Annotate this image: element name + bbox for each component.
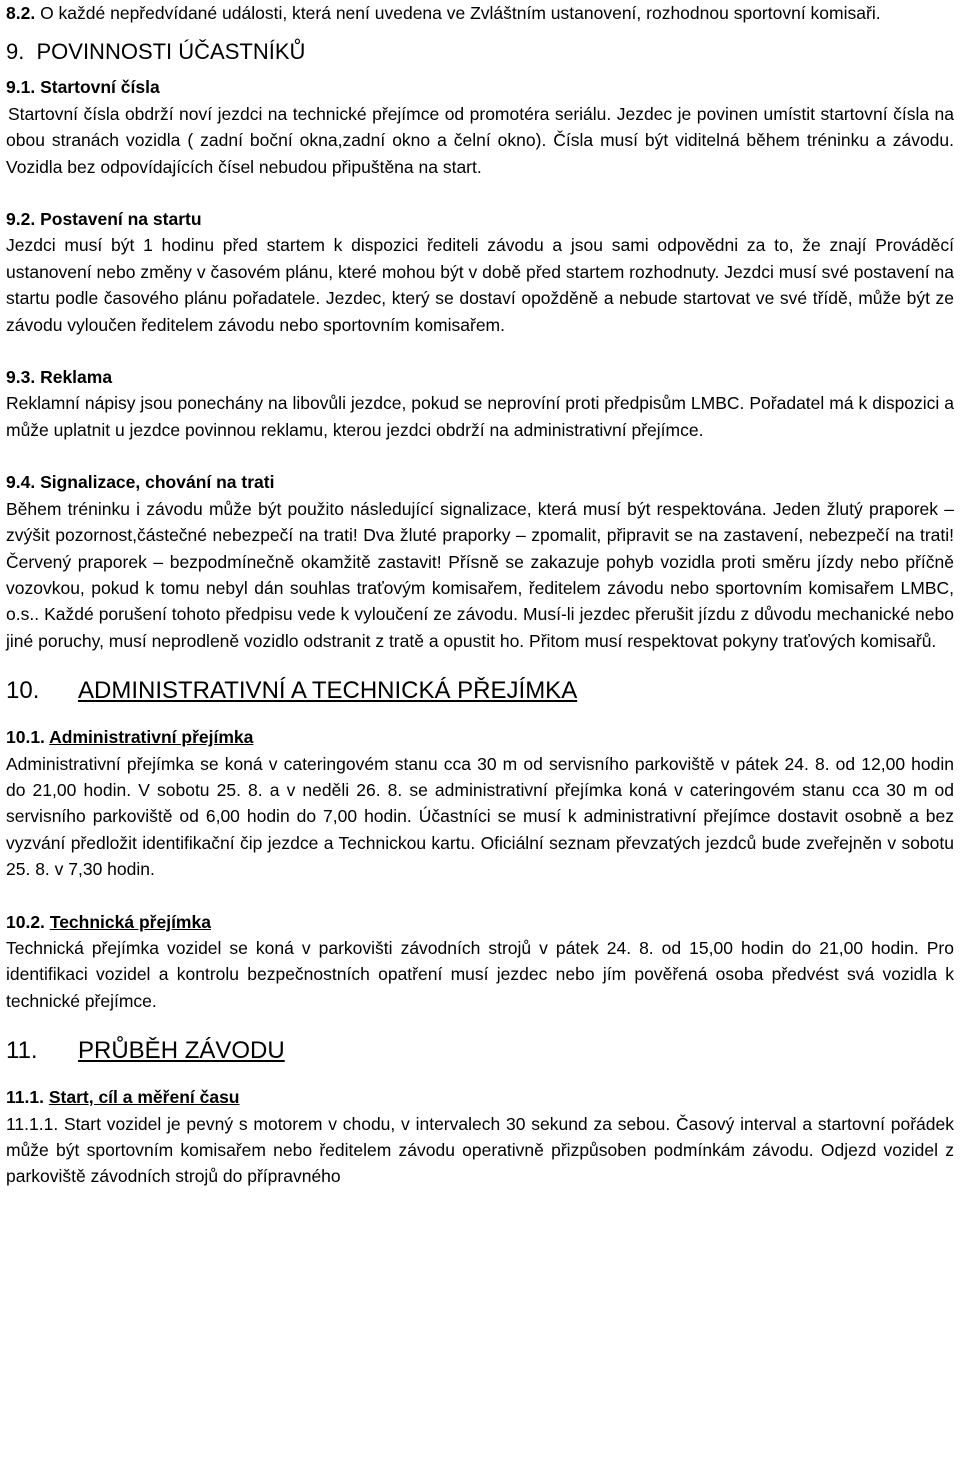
- section-9-2-number: 9.2.: [6, 209, 36, 230]
- section-11-1-number: 11.1.: [6, 1087, 44, 1108]
- section-10-2-text: Technická přejímka vozidel se koná v parkovišti závodních strojů v pátek 24. 8. od 15,00 hodin do 21,00 hodin. Pro identifikaci vozidel a kontrolu bezpečnostních opatření musí jezdec nebo jím pověřená osoba předvést svá vozidla k technické přejímce.: [6, 937, 954, 1011]
- chapter-11-heading: [6, 1014, 954, 1084]
- section-10-1-heading: [6, 724, 954, 750]
- section-10-2-heading: [6, 909, 954, 935]
- chapter-11-number: 11.: [6, 1037, 38, 1065]
- chapter-9-heading: [6, 26, 954, 74]
- chapter-9-number: 9.: [6, 39, 25, 65]
- chapter-10-number: 10.: [6, 677, 40, 705]
- chapter-9-title: POVINNOSTI ÚČASTNÍKŮ: [36, 39, 306, 65]
- section-11-1-1-number: 11.1.1.: [6, 1113, 59, 1134]
- section-11-1-1-paragraph: [6, 1111, 954, 1190]
- section-9-1-number: 9.1.: [6, 77, 36, 98]
- section-9-2-title: Postavení na startu: [40, 209, 202, 230]
- section-9-2-heading: [6, 206, 954, 232]
- section-8-2-number: 8.2.: [6, 3, 36, 23]
- section-9-4-text: Během tréninku i závodu může být použito následující signalizace, která musí být respektována. Jeden žlutý praporek – zvýšit pozornost,částečné nebezpečí na trati! Dva žluté praporky – zpomalit, připravit se na zastavení, nebezpečí na trati! Červený praporek – bezpodmínečně okamžitě zastavit! Přísně se zakazuje pohyb vozidla proti směru jízdy nebo příčně vozovkou, pokud k tomu nebyl dán souhlas traťovým komisařem, ředitelem závodu nebo sportovním komisařem LMBC, o.s.. Každé porušení tohoto předpisu vede k vyloučení ze závodu. Musí-li jezdec přerušit jízdu z důvodu mechanické nebo jiné poruchy, musí neprodleně vozidlo odstranit z tratě a opustit ho. Přitom musí respektovat pokyny traťových komisařů.: [6, 498, 954, 651]
- section-9-4-number: 9.4.: [6, 472, 36, 493]
- chapter-11-title: PRŮBĚH ZÁVODU: [78, 1037, 285, 1065]
- section-11-1-heading: [6, 1084, 954, 1110]
- section-10-1-number: 10.1.: [6, 727, 45, 748]
- section-9-2-text: Jezdci musí být 1 hodinu před startem k dispozici řediteli závodu a jsou sami odpovědni za to, že znají Prováděcí ustanovení nebo změny v časovém plánu, které mohou být v době před startem rozhodnuty. Jezdci musí své postavení na startu podle časového plánu pořadatele. Jezdec, který se dostaví opožděně a nebude startovat ve své třídě, může být ze závodu vyloučen ředitelem závodu nebo sportovním komisařem.: [6, 235, 954, 335]
- section-10-2-number: 10.2.: [6, 911, 45, 932]
- section-9-1-title: Startovní čísla: [40, 77, 160, 98]
- section-8-2-paragraph: [6, 0, 954, 26]
- section-10-2-title: Technická přejímka: [49, 911, 211, 932]
- document-page: [6, 0, 954, 1190]
- section-10-1-title: Administrativní přejímka: [49, 727, 254, 748]
- section-11-1-1-text: Start vozidel je pevný s motorem v chodu, v intervalech 30 sekund za sebou. Časový interval a startovní pořádek může být sportovním komisařem nebo ředitelem závodu operativně přizpůsoben podmínkám závodu. Odjezd vozidel z parkoviště závodních strojů do přípravného: [6, 1113, 954, 1187]
- section-9-3-title: Reklama: [40, 367, 113, 388]
- chapter-10-title: ADMINISTRATIVNÍ A TECHNICKÁ PŘEJÍMKA: [78, 677, 578, 705]
- section-9-1-text: Startovní čísla obdrží noví jezdci na technické přejímce od promotéra seriálu. Jezdec je povinen umístit startovní čísla na obou stranách vozidla ( zadní boční okna,zadní okno a čelní okno). Čísla musí být viditelná během tréninku a závodu. Vozidla bez odpovídajících čísel nebudou připuštěna na start.: [6, 103, 954, 177]
- section-10-1-text: Administrativní přejímka se koná v cateringovém stanu cca 30 m od servisního parkoviště v pátek 24. 8. od 12,00 hodin do 21,00 hodin. V sobotu 25. 8. a v neděli 26. 8. se administrativní přejímka koná v cateringovém stanu cca 30 m od servisního parkoviště od 6,00 hodin do 7,00 hodin. Účastníci se musí k administrativní přejímce dostavit osobně a bez vyzvání předložit identifikační čip jezdce a Technickou kartu. Oficiální seznam převzatých jezdců bude zveřejněn v sobotu 25. 8. v 7,30 hodin.: [6, 753, 954, 880]
- chapter-10-heading: [6, 654, 954, 724]
- section-8-2-text: O každé nepředvídané události, která není uvedena ve Zvláštním ustanovení, rozhodnou sportovní komisaři.: [40, 3, 881, 23]
- section-9-3-heading: [6, 364, 954, 390]
- section-9-4-heading: [6, 469, 954, 495]
- section-9-3-number: 9.3.: [6, 367, 36, 388]
- section-11-1-title: Start, cíl a měření času: [48, 1087, 240, 1108]
- section-9-4-title: Signalizace, chování na trati: [40, 472, 275, 493]
- section-9-3-text: Reklamní nápisy jsou ponechány na libovůli jezdce, pokud se neprovíní proti předpisům LMBC. Pořadatel má k dispozici a může uplatnit u jezdce povinnou reklamu, kterou jezdci obdrží na administrativní přejímce.: [6, 393, 954, 440]
- section-9-1-heading: [6, 74, 954, 100]
